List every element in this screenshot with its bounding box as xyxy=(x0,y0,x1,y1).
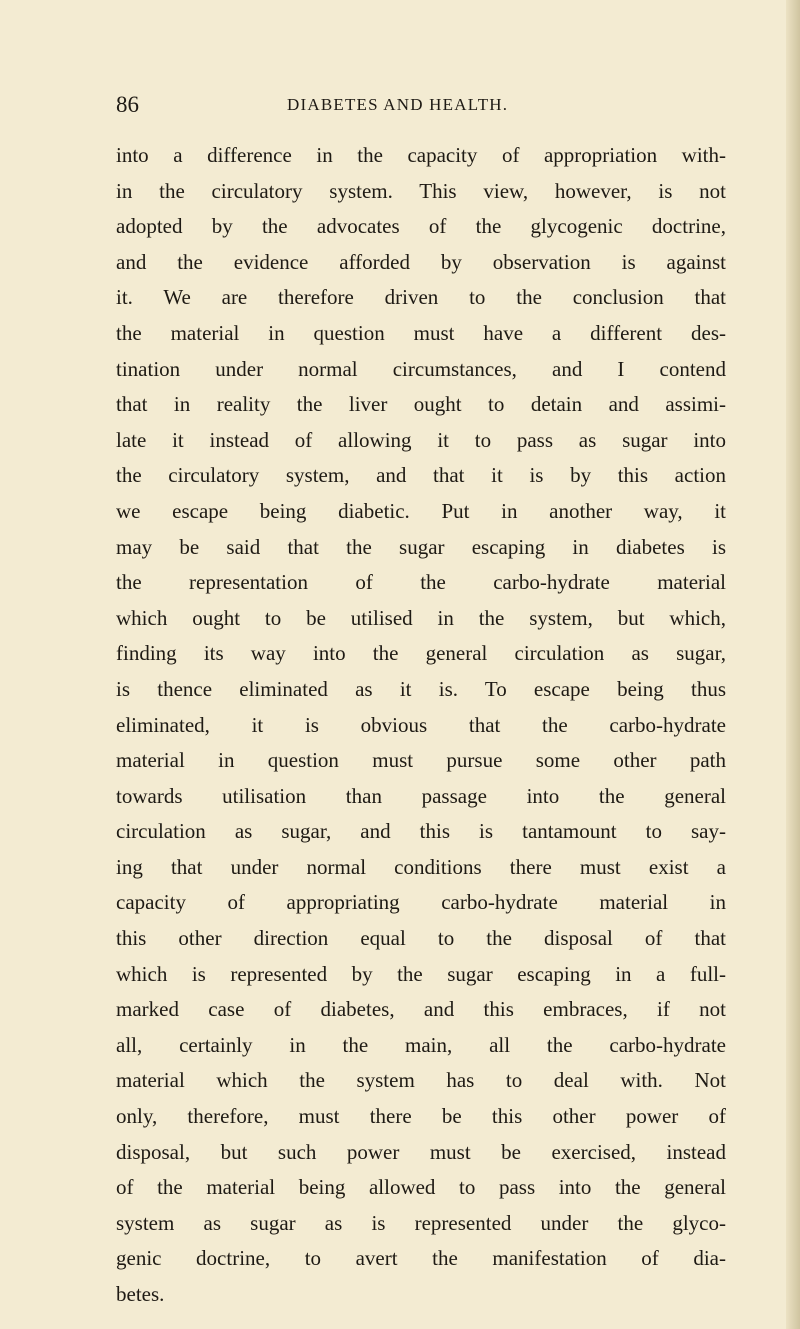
text-line: finding its way into the general circulation as sugar, xyxy=(116,641,726,666)
text-line: that in reality the liver ought to detain and assimi- xyxy=(116,392,726,417)
text-line: system as sugar as is represented under the glyco- xyxy=(116,1210,726,1235)
text-line: it. We are therefore driven to the conclusion that xyxy=(116,285,726,310)
text-line: which is represented by the sugar escaping in a full- xyxy=(116,961,726,986)
running-head xyxy=(116,92,726,118)
body-text xyxy=(116,138,726,1313)
text-line: ing that under normal conditions there must exist a xyxy=(116,854,726,879)
text-line: genic doctrine, to avert the manifestation of dia- xyxy=(116,1246,726,1271)
text-line: material which the system has to deal with. Not xyxy=(116,1068,726,1093)
text-line: into a difference in the capacity of appropriation with- xyxy=(116,143,726,167)
text-line: this other direction equal to the disposal of that xyxy=(116,926,726,951)
text-line: eliminated, it is obvious that the carbo-hydrate xyxy=(116,712,726,737)
page-number: 86 xyxy=(116,92,139,117)
text-line: and the evidence afforded by observation is against xyxy=(116,249,726,274)
text-line: circulation as sugar, and this is tantamount to say- xyxy=(116,819,726,844)
text-line: betes. xyxy=(116,1282,165,1306)
text-line: late it instead of allowing it to pass as sugar into xyxy=(116,427,726,452)
text-line: tination under normal circumstances, and I contend xyxy=(116,356,726,381)
running-title: DIABETES AND HEALTH. xyxy=(287,95,509,114)
page-edge xyxy=(786,0,800,1329)
text-line: capacity of appropriating carbo-hydrate material in xyxy=(116,890,726,915)
text-line: which ought to be utilised in the system, but which, xyxy=(116,605,726,630)
text-line: material in question must pursue some other path xyxy=(116,748,726,773)
text-line: the circulatory system, and that it is by this action xyxy=(116,463,726,488)
text-line: in the circulatory system. This view, however, is not xyxy=(116,178,726,203)
text-line: may be said that the sugar escaping in diabetes is xyxy=(116,534,726,559)
text-line: only, therefore, must there be this other power of xyxy=(116,1104,726,1129)
text-line: the representation of the carbo-hydrate material xyxy=(116,570,726,595)
text-line: towards utilisation than passage into the general xyxy=(116,783,726,808)
text-line: we escape being diabetic. Put in another way, it xyxy=(116,498,726,523)
text-line: marked case of diabetes, and this embraces, if not xyxy=(116,997,726,1022)
text-line: is thence eliminated as it is. To escape being thus xyxy=(116,676,726,701)
text-line: of the material being allowed to pass into the general xyxy=(116,1175,726,1200)
text-line: all, certainly in the main, all the carbo-hydrate xyxy=(116,1032,726,1057)
text-line: the material in question must have a different des- xyxy=(116,320,726,345)
text-line: adopted by the advocates of the glycogenic doctrine, xyxy=(116,214,726,239)
text-line: disposal, but such power must be exercised, instead xyxy=(116,1139,726,1164)
